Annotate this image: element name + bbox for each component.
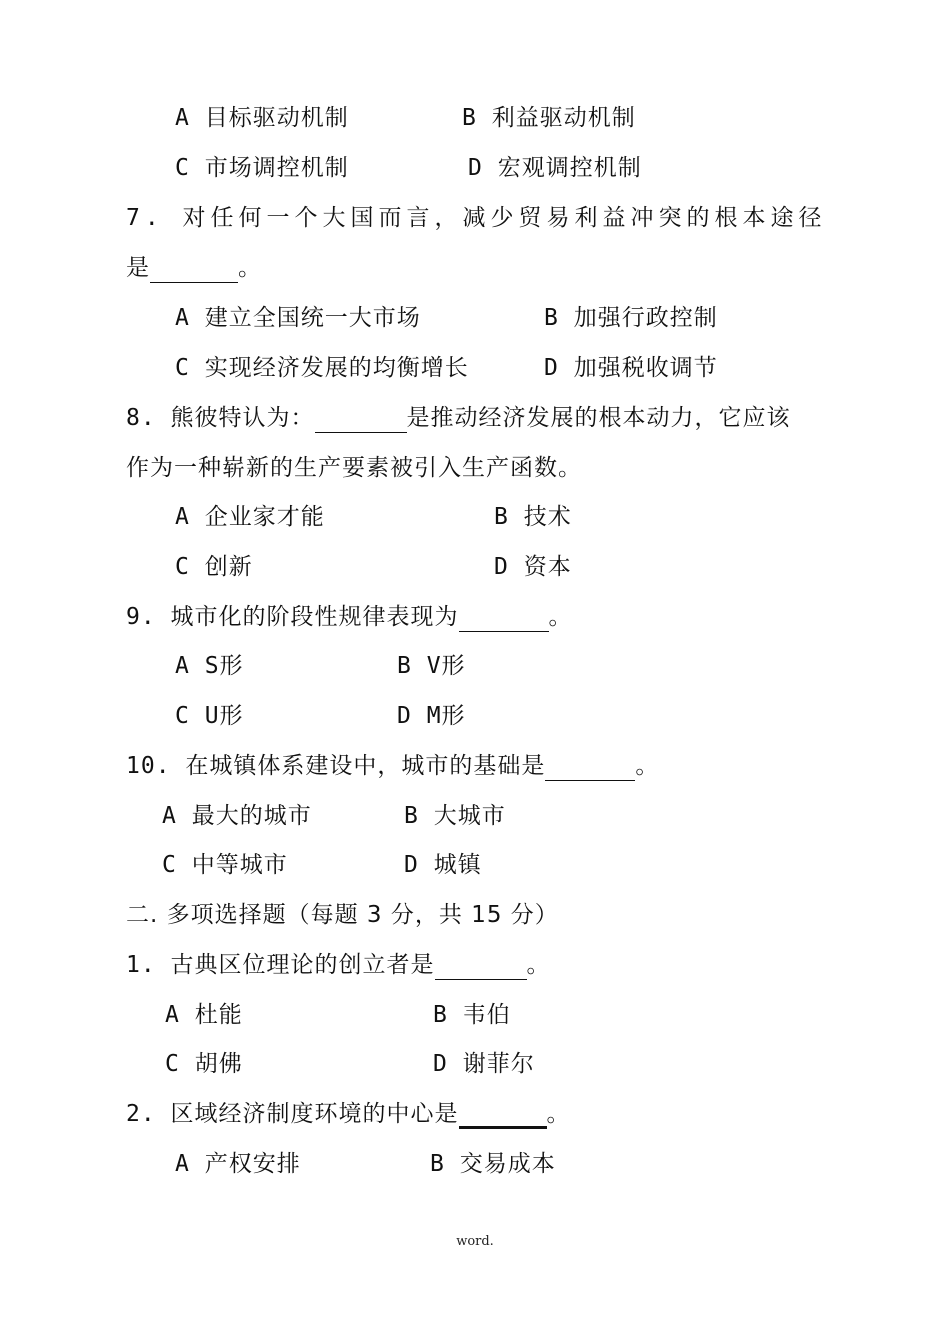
answer-blank — [150, 256, 238, 283]
answer-blank — [435, 953, 527, 980]
answer-blank — [315, 406, 407, 433]
q7-option-a: A 建立全国统一大市场 — [175, 305, 421, 331]
q7-option-d: D 加强税收调节 — [544, 355, 718, 381]
q8-stem-text-a: 8. 熊彼特认为： — [126, 405, 315, 431]
q8-option-b: B 技术 — [494, 504, 572, 530]
q10-option-d: D 城镇 — [404, 852, 482, 878]
q9-option-b: B V形 — [397, 653, 466, 679]
m2-stem-text: 2. 区域经济制度环境的中心是 — [126, 1101, 459, 1127]
m1-option-b: B 韦伯 — [433, 1002, 511, 1028]
q7-option-b: B 加强行政控制 — [544, 305, 718, 331]
m1-option-c: C 胡佛 — [165, 1051, 243, 1077]
q8-stem-text-b: 是推动经济发展的根本动力，它应该 — [406, 405, 791, 431]
q9-stem-text: 9. 城市化的阶段性规律表现为 — [126, 604, 459, 630]
q8-option-a: A 企业家才能 — [175, 504, 325, 530]
q9-option-d: D M形 — [397, 703, 466, 729]
q10-option-c: C 中等城市 — [162, 852, 288, 878]
m1-option-a: A 杜能 — [165, 1002, 243, 1028]
m2-stem-end: 。 — [546, 1101, 571, 1127]
answer-blank — [459, 605, 549, 632]
q6-option-c: C 市场调控机制 — [175, 155, 349, 181]
m1-stem — [126, 950, 551, 980]
m2-stem — [126, 1099, 571, 1129]
q6-option-d: D 宏观调控机制 — [468, 155, 642, 181]
m1-stem-text: 1. 古典区位理论的创立者是 — [126, 952, 435, 978]
m2-option-b: B 交易成本 — [430, 1151, 556, 1177]
q10-stem-end: 。 — [635, 753, 660, 779]
q10-stem-text: 10. 在城镇体系建设中，城市的基础是 — [126, 753, 546, 779]
q8-stem-line1 — [126, 403, 791, 433]
m1-option-d: D 谢菲尔 — [433, 1051, 535, 1077]
q10-option-a: A 最大的城市 — [162, 803, 312, 829]
section-heading: 二. 多项选择题（每题 3 分，共 15 分） — [126, 902, 559, 928]
q7-stem-text: 是 — [126, 255, 150, 281]
q8-option-d: D 资本 — [494, 554, 572, 580]
q8-option-c: C 创新 — [175, 554, 253, 580]
q7-option-c: C 实现经济发展的均衡增长 — [175, 355, 469, 381]
m1-stem-end: 。 — [526, 952, 551, 978]
page-footer: word. — [456, 1234, 494, 1249]
q10-stem — [126, 751, 659, 781]
q9-stem — [126, 602, 573, 632]
q7-stem-line2 — [126, 253, 262, 283]
answer-blank — [545, 754, 635, 781]
answer-blank — [459, 1100, 547, 1129]
q9-stem-end: 。 — [548, 604, 573, 630]
q7-stem-end: 。 — [238, 255, 262, 281]
q10-option-b: B 大城市 — [404, 803, 506, 829]
q9-option-a: A S形 — [175, 653, 244, 679]
q6-option-a: A 目标驱动机制 — [175, 105, 349, 131]
q8-stem-line2: 作为一种崭新的生产要素被引入生产函数。 — [126, 455, 582, 481]
m2-option-a: A 产权安排 — [175, 1151, 301, 1177]
q7-stem-line1: 7. 对任何一个大国而言，减少贸易利益冲突的根本途径 — [126, 205, 827, 231]
q6-option-b: B 利益驱动机制 — [462, 105, 636, 131]
q9-option-c: C U形 — [175, 703, 244, 729]
